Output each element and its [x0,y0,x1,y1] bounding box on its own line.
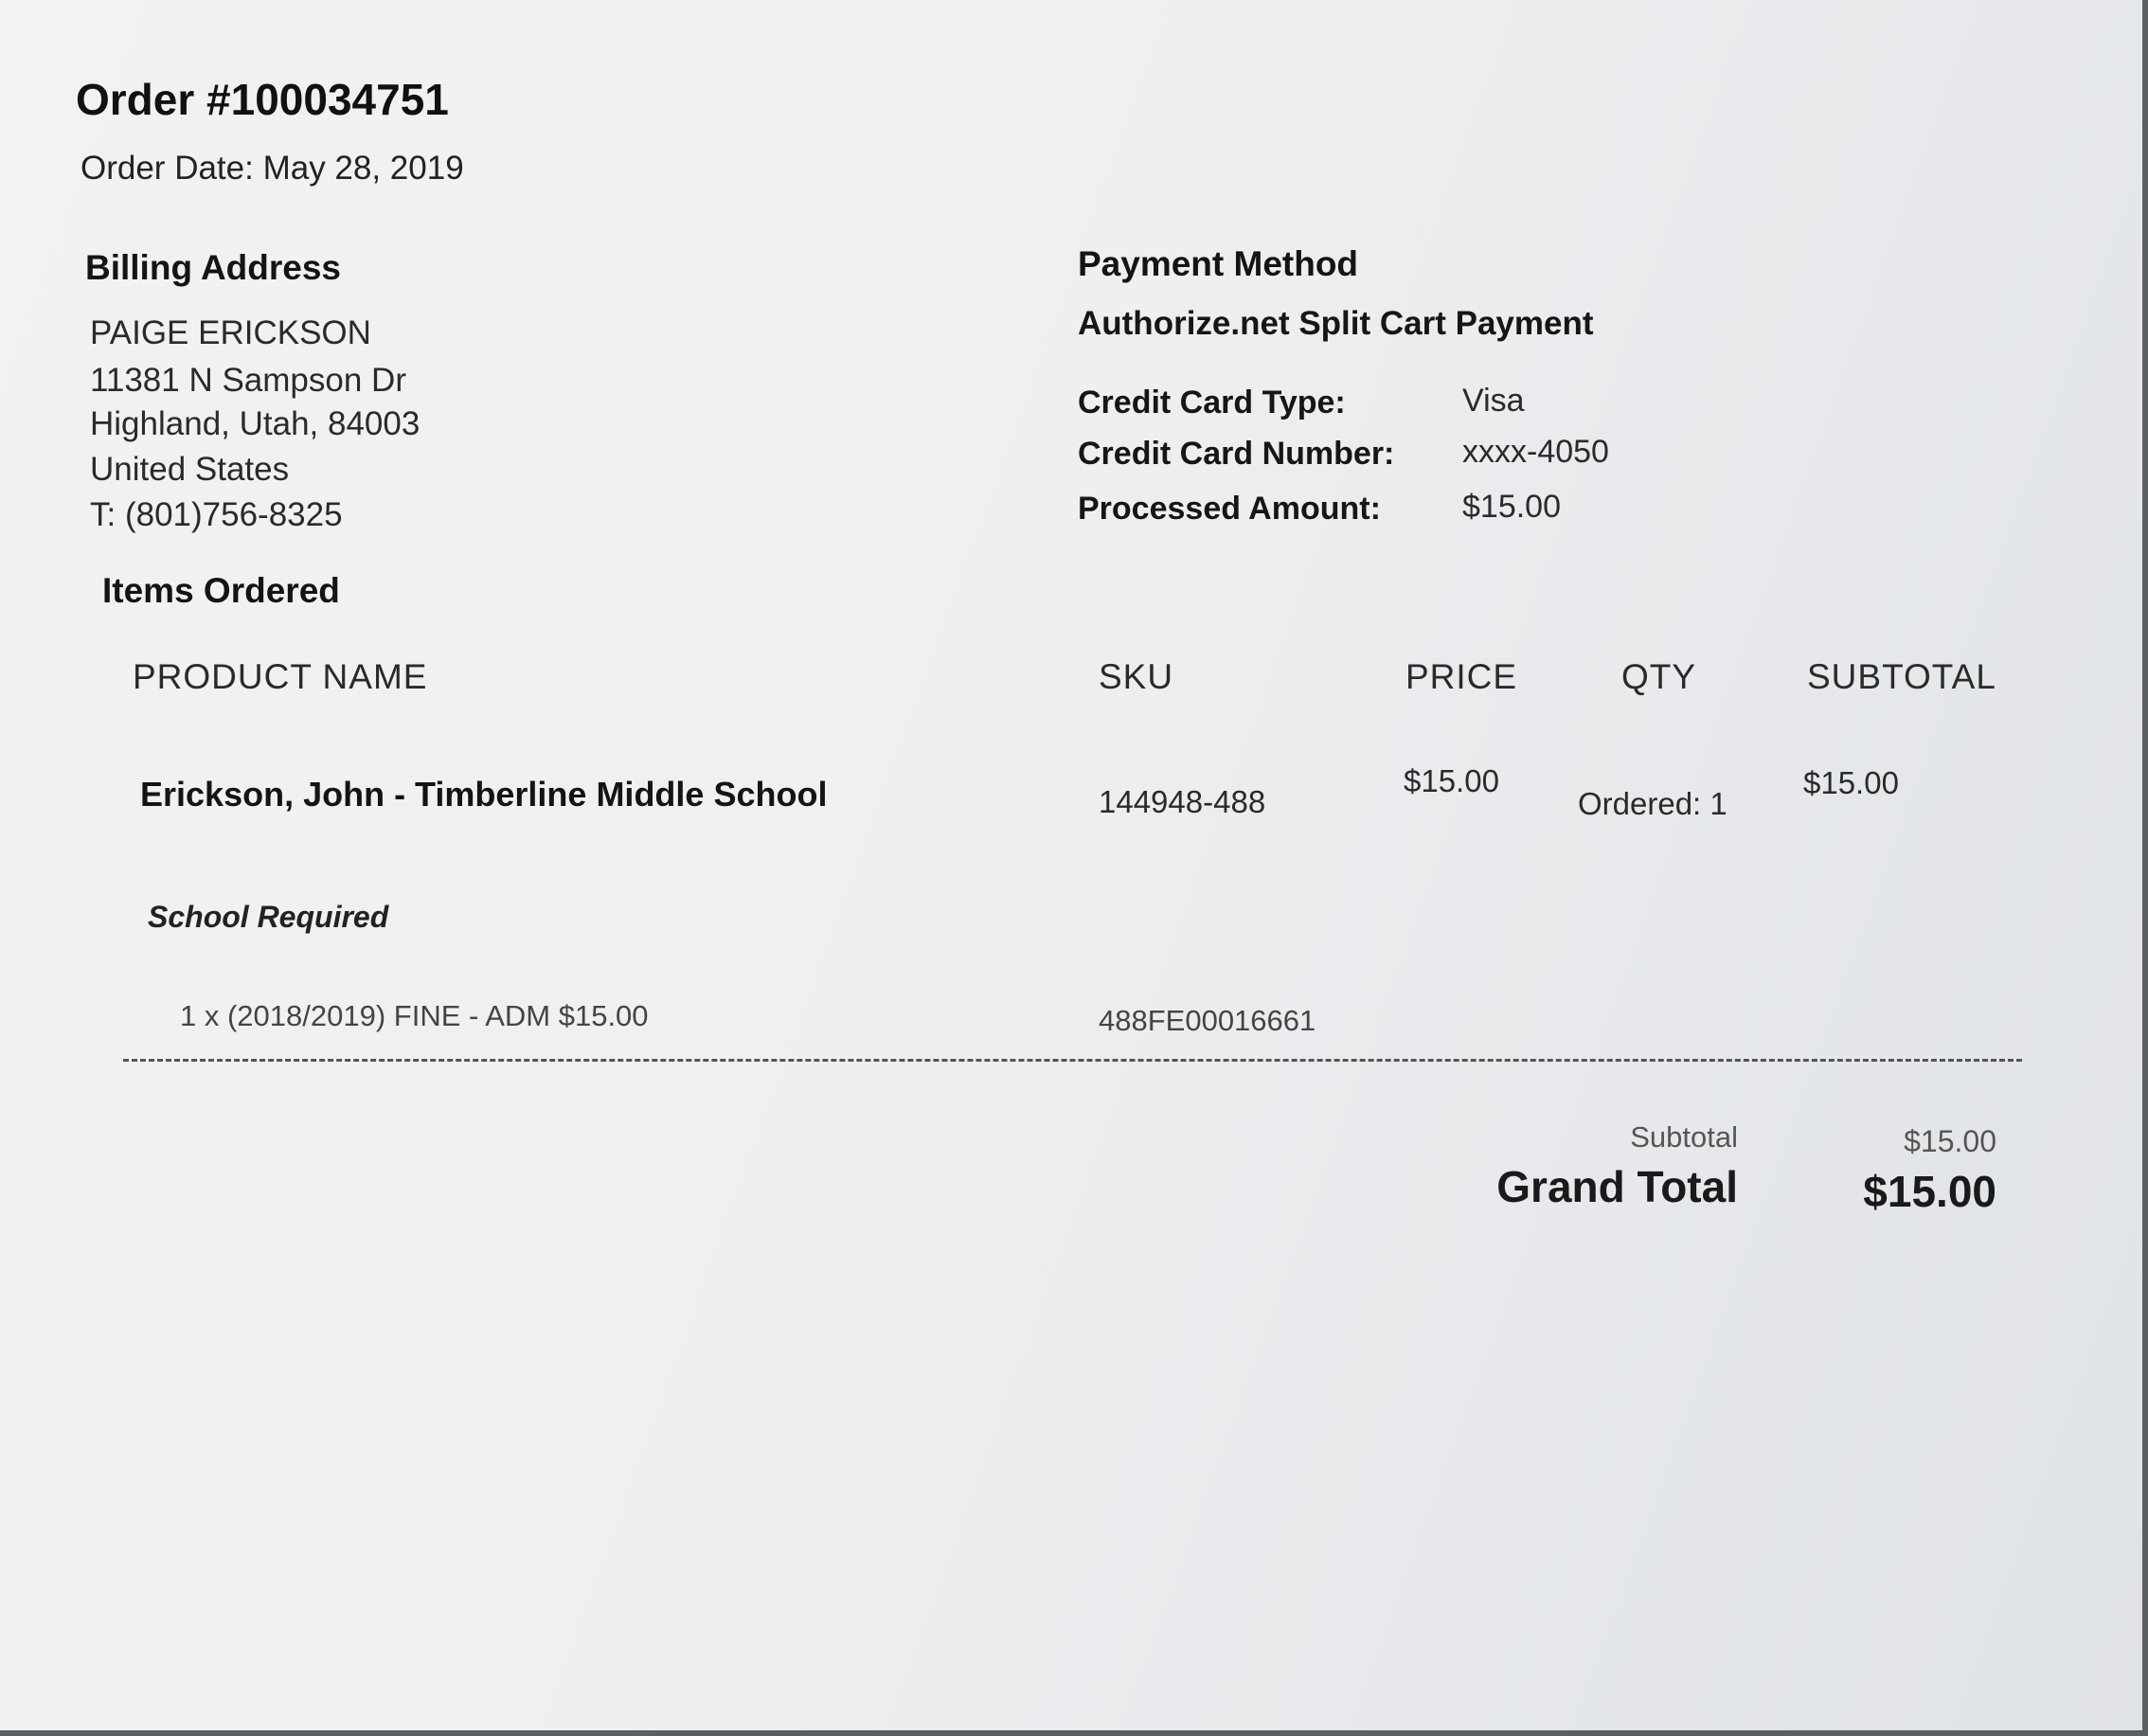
grand-total-value: $15.00 [1863,1167,1996,1216]
product-sku: 144948-488 [1099,784,1266,819]
option-label: School Required [148,900,389,934]
column-header-price: PRICE [1405,657,1518,696]
product-qty: Ordered: 1 [1578,786,1727,821]
column-header-sku: SKU [1099,657,1174,696]
grand-total-label: Grand Total [1496,1162,1738,1211]
billing-country: United States [90,451,290,488]
card-number-value: xxxx-4050 [1462,434,1609,470]
subtotal-label: Subtotal [1630,1120,1738,1154]
card-type-value: Visa [1462,383,1525,419]
items-divider [123,1059,2022,1062]
payment-method-heading: Payment Method [1078,244,1359,283]
order-date: Order Date: May 28, 2019 [81,150,464,187]
column-header-subtotal: SUBTOTAL [1807,657,1996,696]
column-header-qty: QTY [1621,657,1697,696]
billing-name: PAIGE ERICKSON [90,314,371,351]
processed-amount-value: $15.00 [1462,489,1561,525]
billing-phone: T: (801)756-8325 [90,496,343,533]
subtotal-value: $15.00 [1904,1124,1996,1158]
option-value: 1 x (2018/2019) FINE - ADM $15.00 [180,999,649,1032]
product-name: Erickson, John - Timberline Middle School [140,775,828,814]
column-header-product-name: PRODUCT NAME [133,657,428,696]
option-sku: 488FE00016661 [1099,1004,1316,1037]
processed-amount-label: Processed Amount: [1078,491,1381,527]
card-type-label: Credit Card Type: [1078,385,1346,421]
order-title: Order #100034751 [76,75,449,124]
billing-city: Highland, Utah, 84003 [90,405,421,442]
billing-address-heading: Billing Address [85,248,342,287]
product-price: $15.00 [1404,763,1499,798]
monitor-bezel-bottom [0,1730,2148,1736]
monitor-bezel-right [2142,0,2148,1736]
card-number-label: Credit Card Number: [1078,436,1395,472]
items-ordered-heading: Items Ordered [102,571,340,610]
payment-method-name: Authorize.net Split Cart Payment [1078,305,1594,342]
product-subtotal: $15.00 [1803,765,1899,800]
billing-street: 11381 N Sampson Dr [90,362,406,399]
